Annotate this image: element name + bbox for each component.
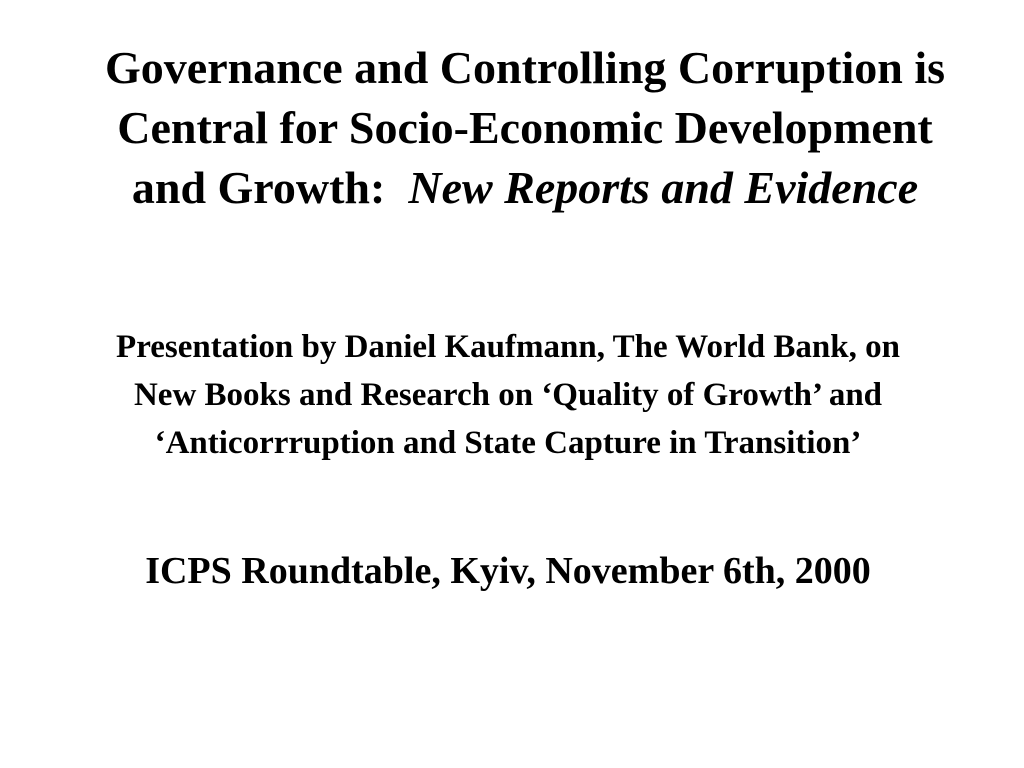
slide-subtitle [10, 323, 1006, 467]
slide-title [40, 38, 1010, 218]
subtitle-line-3: ‘Anticorrruption and State Capture in Transition’ [154, 425, 862, 461]
subtitle-line-2: New Books and Research on ‘Quality of Growth’ and [133, 377, 883, 413]
event-details: ICPS Roundtable, Kyiv, November 6th, 2000 [145, 550, 871, 592]
title-line-3-prefix: and Growth: [131, 162, 409, 213]
title-line-3 [40, 158, 1010, 218]
title-italic-phrase: New Reports and Evidence [408, 162, 919, 213]
title-line-1: Governance and Controlling Corruption is [105, 42, 945, 93]
title-line-2: Central for Socio-Economic Development [117, 102, 933, 153]
subtitle-line-1: Presentation by Daniel Kaufmann, The World Bank, on [116, 329, 900, 365]
